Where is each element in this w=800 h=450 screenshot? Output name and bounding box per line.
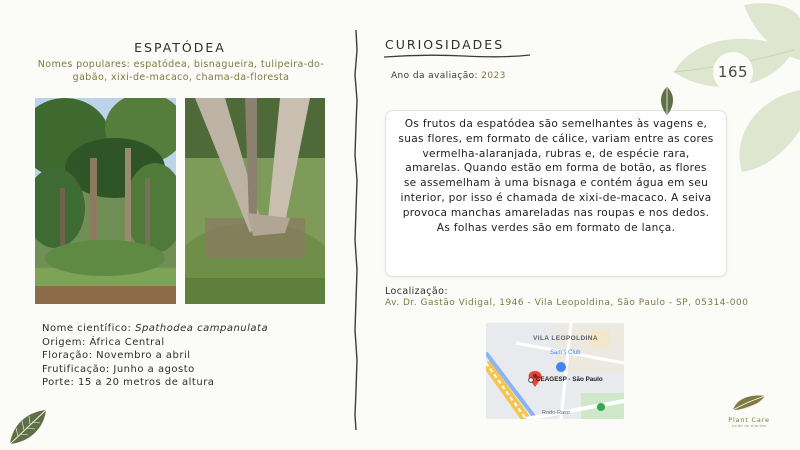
logo-name: Plant Care — [728, 416, 770, 424]
leaf-decoration-icon — [672, 0, 800, 180]
location-map[interactable] — [486, 323, 624, 419]
map-place: CEAGESP - São Paulo — [536, 376, 603, 383]
map-district: VILA LEOPOLDINA — [533, 335, 598, 342]
year-value: 2023 — [481, 71, 506, 81]
origin-line: Origem: África Central — [42, 336, 165, 348]
curiosities-underline — [384, 53, 530, 59]
photo-trees-image — [35, 98, 176, 304]
location-address: Av. Dr. Gastão Vidigal, 1946 - Vila Leopoldina, São Paulo - SP, 05314-000 — [385, 298, 749, 308]
photo-trunk-image — [185, 98, 325, 304]
page-divider — [352, 30, 360, 430]
logo-leaf-icon — [729, 392, 769, 414]
map-road: Rodo-Raso — [542, 410, 570, 416]
bottom-leaf-icon — [8, 408, 48, 446]
species-facts — [42, 322, 268, 390]
small-leaf-icon — [657, 86, 677, 116]
scientific-name-line — [42, 322, 268, 336]
species-title: ESPATÓDEA — [134, 40, 226, 55]
flowering-line: Floração: Novembro a abril — [42, 350, 191, 361]
curiosities-card: Os frutos da espatódea são semelhantes às vagens e, suas flores, em formato de cálice, variam entre as cores vermelha-alaranjada, rubras e, de espécie rara, amarelas. Quando estão em forma de botão, as flores se assemelham à uma bisnaga e contém água em seu interior, por isso é chamada de xixi-de-macaco. A seiva provoca manchas amareladas nas roupas e nos dedos. As folhas verdes são em formato de lança. — [385, 110, 727, 277]
curiosities-title: CURIOSIDADES — [385, 37, 505, 52]
evaluation-year — [391, 71, 506, 81]
photo-trees — [35, 98, 176, 304]
photo-trunk — [185, 98, 325, 304]
logo-tagline: cuide de plantas — [731, 424, 767, 428]
location-label: Localização: — [385, 286, 448, 297]
popular-names: Nomes populares: espatódea, bisnagueira, tulipeira-do-gabão, xixi-de-macaco, chama-da-floresta — [37, 59, 325, 83]
map-poi: Sam's Club — [550, 350, 581, 356]
scientific-name: Spathodea campanulata — [135, 323, 269, 334]
size-line: Porte: 15 a 20 metros de altura — [42, 377, 215, 388]
year-label: Ano da avaliação: — [391, 71, 482, 81]
fruiting-line: Frutificação: Junho a agosto — [42, 363, 195, 375]
scientific-label: Nome científico: — [42, 323, 136, 334]
brand-logo — [716, 392, 782, 432]
page-number: 165 — [717, 63, 749, 81]
